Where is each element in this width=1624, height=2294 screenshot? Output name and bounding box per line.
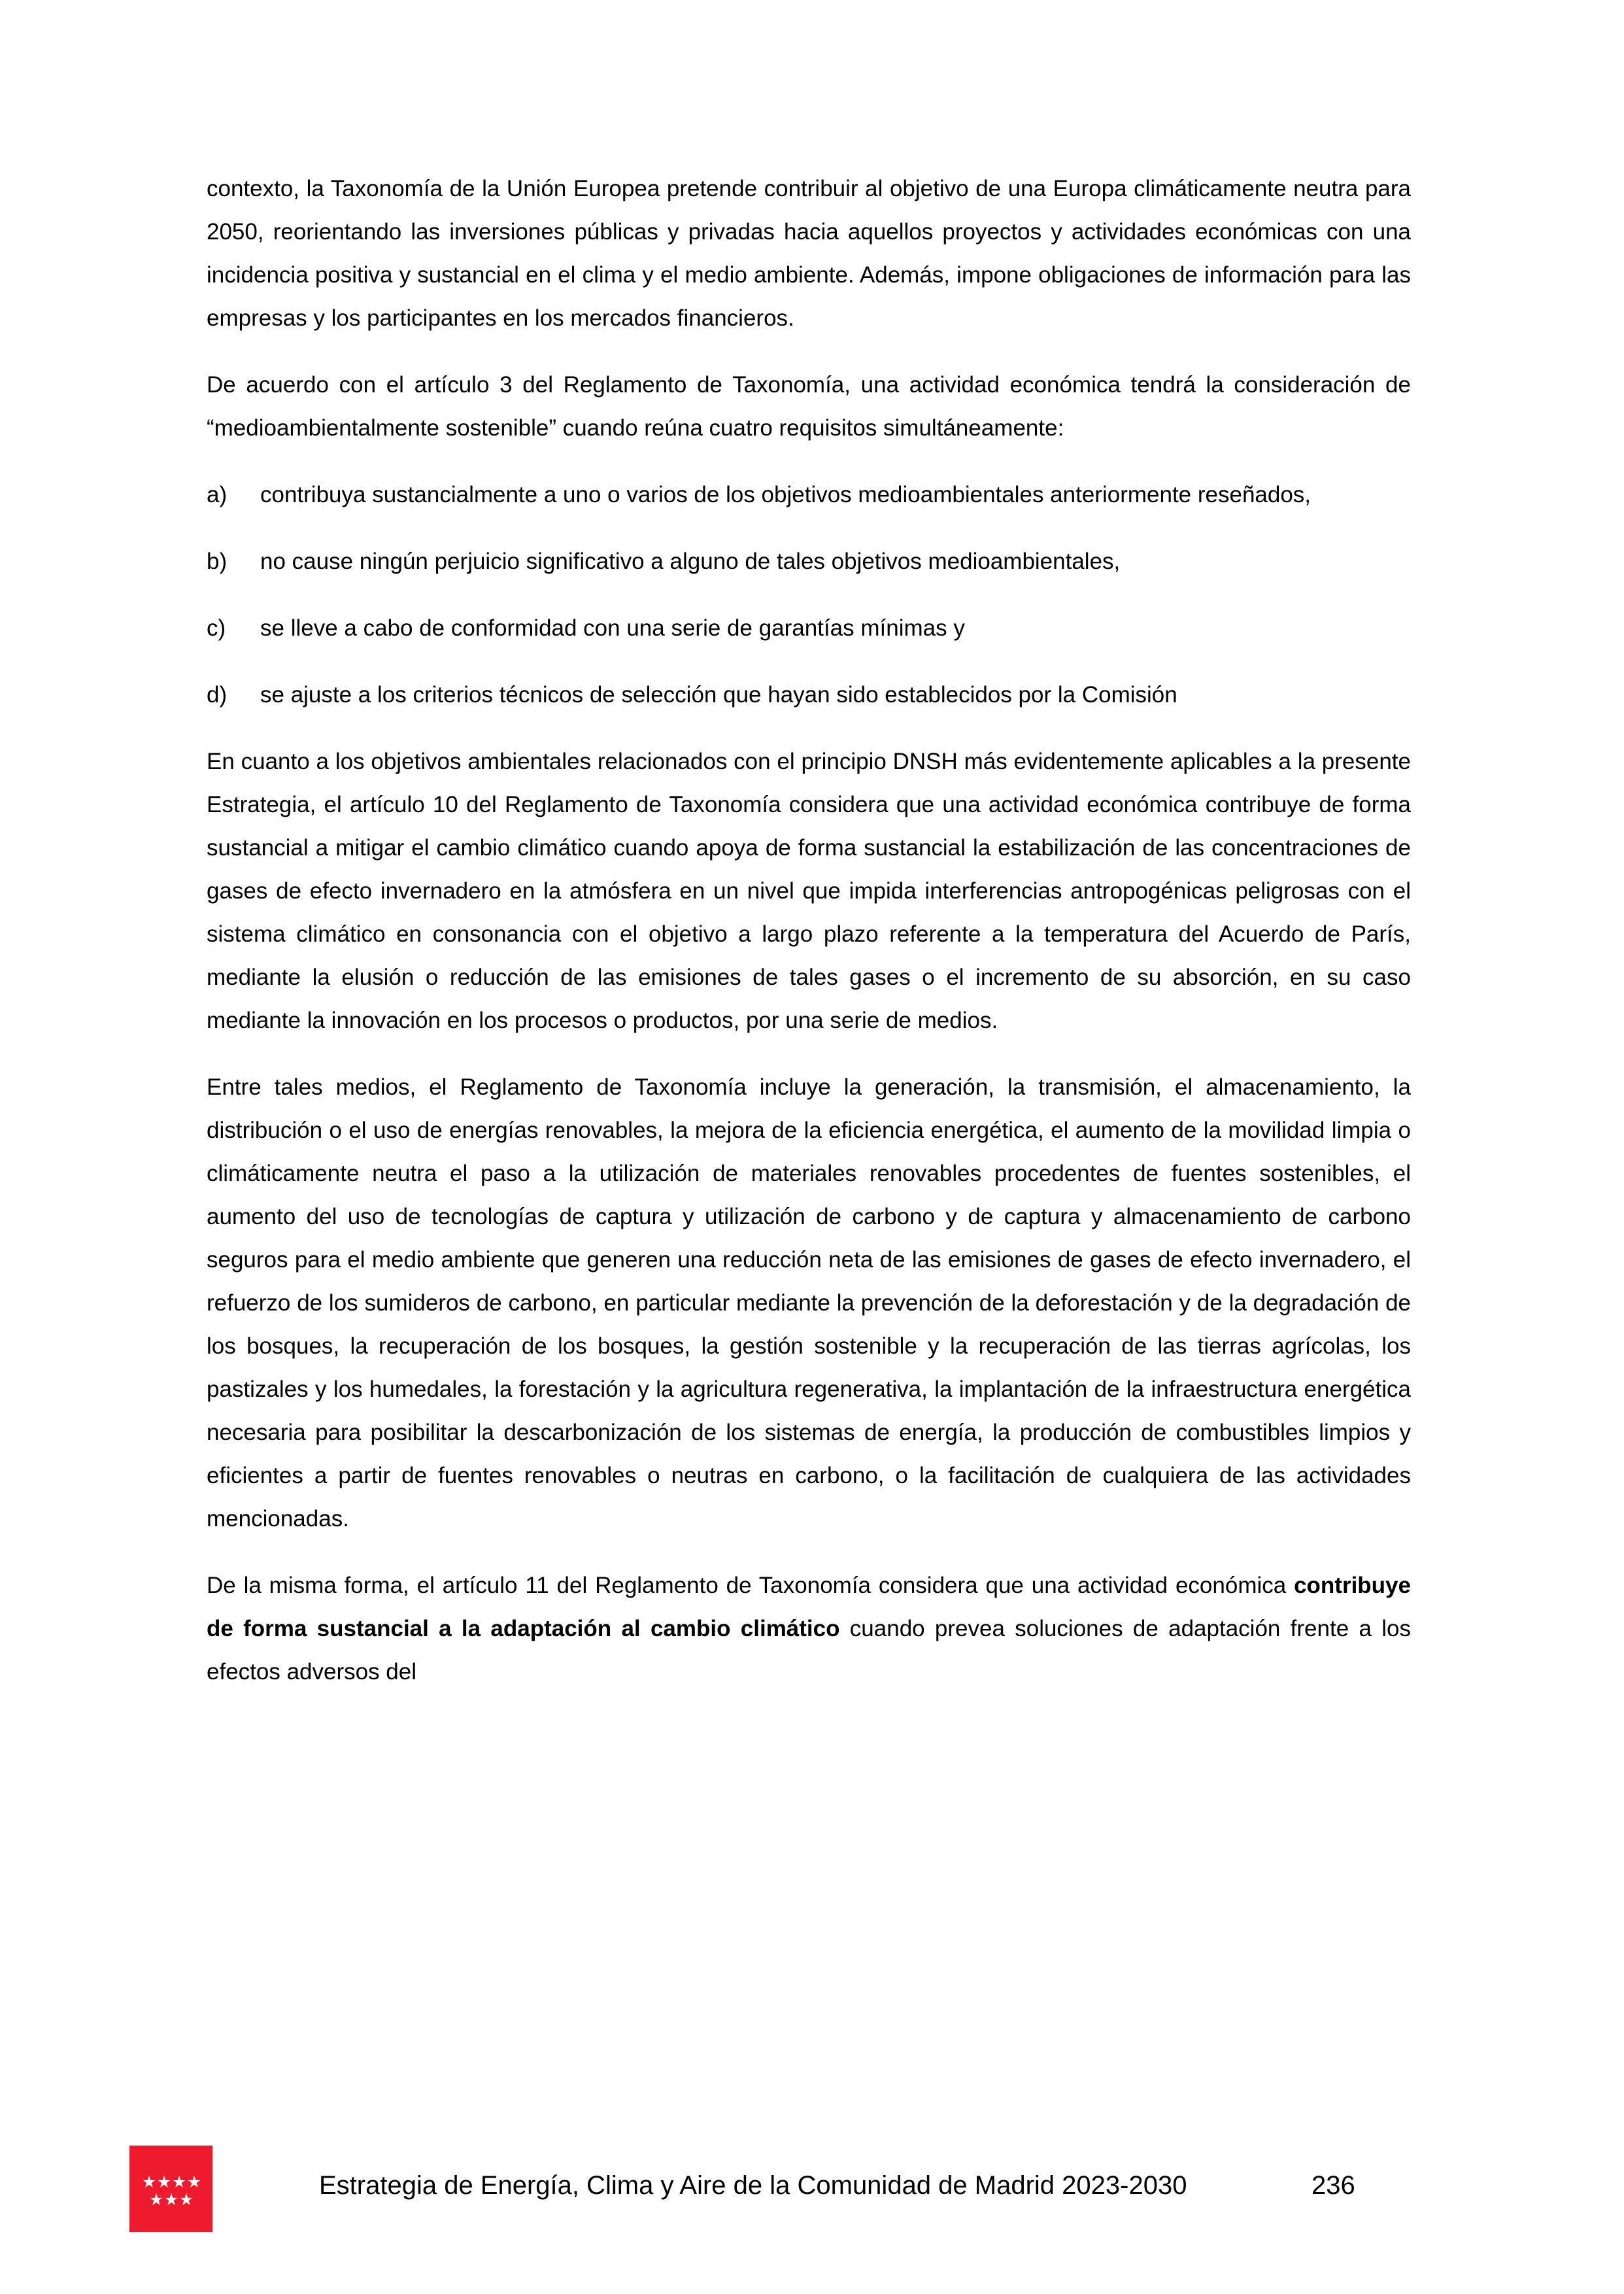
paragraph-article11 [207, 1564, 1411, 1694]
list-item-text: se lleve a cabo de conformidad con una serie de garantías mínimas y [260, 615, 965, 641]
list-item-text: no cause ningún perjuicio significativo a alguno de tales objetivos medioambientales, [260, 549, 1121, 574]
list-item-text: se ajuste a los criterios técnicos de selección que hayan sido establecidos por la Comisión [260, 682, 1177, 708]
paragraph-context: contexto, la Taxonomía de la Unión Europea pretende contribuir al objetivo de una Europa climáticamente neutra para 2050, reorientando las inversiones públicas y privadas hacia aquellos proyectos y actividades económicas con una incidencia positiva y sustancial en el clima y el medio ambiente. Además, impone obligaciones de información para las empresas y los participantes en los mercados financieros. [207, 176, 1411, 331]
list-item-text: contribuya sustancialmente a uno o varios de los objetivos medioambientales anteriormente reseñados, [260, 482, 1311, 507]
list-item-c [207, 607, 1411, 650]
page-body-text [207, 167, 1411, 1717]
list-marker: d) [207, 682, 228, 708]
list-marker: c) [207, 615, 226, 641]
list-item-a [207, 473, 1411, 517]
list-marker: b) [207, 549, 228, 574]
list-item-d [207, 674, 1411, 717]
paragraph-article3: De acuerdo con el artículo 3 del Reglamento de Taxonomía, una actividad económica tendrá la consideración de “medioambientalmente sostenible” cuando reúna cuatro requisitos simultáneamente: [207, 372, 1411, 441]
footer-title: Estrategia de Energía, Clima y Aire de la Comunidad de Madrid 2023-2030 [319, 2171, 1187, 2200]
bold-emphasis: contribuye de forma sustancial a la adaptación al cambio climático [207, 1573, 1411, 1641]
madrid-flag-icon [129, 2146, 212, 2232]
list-item-b [207, 540, 1411, 583]
list-marker: a) [207, 482, 228, 507]
flag-background [129, 2146, 212, 2232]
paragraph-text-regular: De la misma forma, el artículo 11 del Reglamento de Taxonomía considera que una actividad económica [207, 1573, 1294, 1598]
paragraph-medios: Entre tales medios, el Reglamento de Taxonomía incluye la generación, la transmisión, el almacenamiento, la distribución o el uso de energías renovables, la mejora de la eficiencia energética, el aumento de la movilidad limpia o climáticamente neutra el paso a la utilización de materiales renovables procedentes de fuentes sostenibles, el aumento del uso de tecnologías de captura y utilización de carbono y de captura y almacenamiento de carbono seguros para el medio ambiente que generen una reducción neta de las emisiones de gases de efecto invernadero, el refuerzo de los sumideros de carbono, en particular mediante la prevención de la deforestación y de la degradación de los bosques, la recuperación de los bosques, la gestión sostenible y la recuperación de las tierras agrícolas, los pastizales y los humedales, la forestación y la agricultura regenerativa, la implantación de la infraestructura energética necesaria para posibilitar la descarbonización de los sistemas de energía, la producción de combustibles limpios y eficientes a partir de fuentes renovables o neutras en carbono, o la facilitación de cualquiera de las actividades mencionadas. [207, 1074, 1411, 1532]
page-number: 236 [1311, 2171, 1355, 2200]
paragraph-text-regular: cuando prevea soluciones de adaptación frente a los efectos adversos del [207, 1616, 1411, 1685]
paragraph-article10: En cuanto a los objetivos ambientales relacionados con el principio DNSH más evidentemente aplicables a la presente Estrategia, el artículo 10 del Reglamento de Taxonomía considera que una actividad económica contribuye de forma sustancial a mitigar el cambio climático cuando apoya de forma sustancial la estabilización de las concentraciones de gases de efecto invernadero en la atmósfera en un nivel que impida interferencias antropogénicas peligrosas con el sistema climático en consonancia con el objetivo a largo plazo referente a la temperatura del Acuerdo de París, mediante la elusión o reducción de las emisiones de tales gases o el incremento de su absorción, en su caso mediante la innovación en los procesos o productos, por una serie de medios. [207, 749, 1411, 1033]
